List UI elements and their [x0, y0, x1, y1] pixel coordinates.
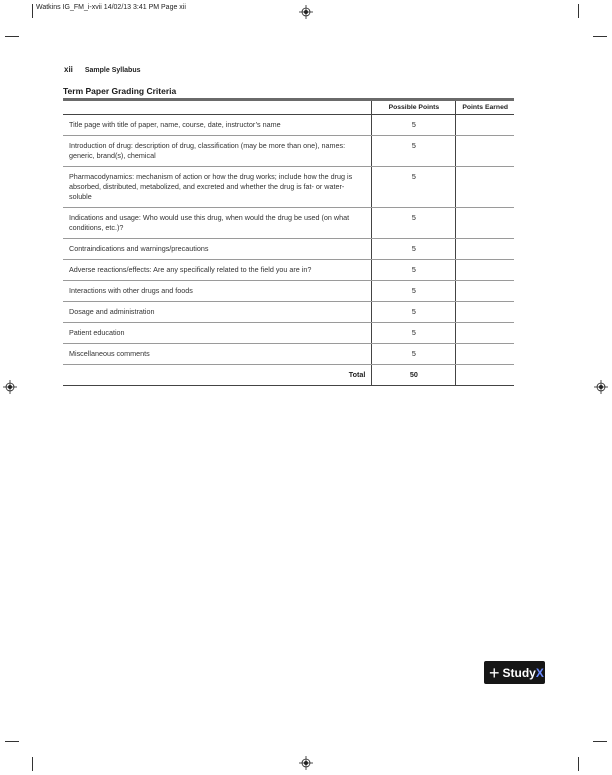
points-earned-cell[interactable] [456, 281, 514, 302]
column-header-possible-points: Possible Points [372, 101, 456, 115]
table-row [63, 167, 514, 208]
possible-points-cell: 5 [372, 115, 456, 136]
possible-points-cell: 5 [372, 323, 456, 344]
section-title: Sample Syllabus [84, 67, 141, 74]
table-row [63, 239, 514, 260]
crop-mark [593, 36, 607, 37]
badge-suffix: X [535, 665, 544, 680]
crop-mark [5, 36, 19, 37]
table-row [63, 208, 514, 239]
crop-mark [593, 741, 607, 742]
possible-points-cell: 5 [372, 167, 456, 208]
plus-icon: + [489, 662, 500, 683]
possible-points-cell: 5 [372, 344, 456, 365]
total-label: Total [63, 365, 372, 386]
table-row [63, 281, 514, 302]
table-row [63, 323, 514, 344]
total-points-earned[interactable] [456, 365, 514, 386]
studyx-badge[interactable] [484, 661, 545, 684]
total-possible-points: 50 [372, 365, 456, 386]
criterion-cell: Interactions with other drugs and foods [63, 281, 372, 302]
slug-bar [32, 4, 33, 18]
possible-points-cell: 5 [372, 260, 456, 281]
criterion-cell: Introduction of drug: description of drug, classification (may be more than one), names: generic, brand(s), chemical [63, 136, 372, 167]
crop-mark [5, 741, 19, 742]
criterion-cell: Dosage and administration [63, 302, 372, 323]
possible-points-cell: 5 [372, 136, 456, 167]
table-header-row [63, 101, 514, 115]
badge-prefix: Study [502, 665, 536, 680]
page-number: xii [64, 65, 73, 74]
points-earned-cell[interactable] [456, 239, 514, 260]
points-earned-cell[interactable] [456, 115, 514, 136]
possible-points-cell: 5 [372, 208, 456, 239]
criterion-cell: Adverse reactions/effects: Are any specifically related to the field you are in? [63, 260, 372, 281]
column-header-points-earned: Points Earned [456, 101, 514, 115]
total-row [63, 365, 514, 386]
criterion-cell: Pharmacodynamics: mechanism of action or how the drug works; include how the drug is absorbed, distributed, metabolized, and excreted and whether the drug is fat- or water-soluble [63, 167, 372, 208]
criterion-cell: Indications and usage: Who would use this drug, when would the drug be used (on what conditions, etc.)? [63, 208, 372, 239]
table-row [63, 302, 514, 323]
registration-mark-icon [3, 380, 17, 394]
possible-points-cell: 5 [372, 302, 456, 323]
table-row [63, 136, 514, 167]
crop-mark [32, 757, 33, 771]
registration-mark-icon [299, 5, 313, 19]
criterion-cell: Title page with title of paper, name, course, date, instructor’s name [63, 115, 372, 136]
points-earned-cell[interactable] [456, 136, 514, 167]
registration-mark-icon [594, 380, 608, 394]
possible-points-cell: 5 [372, 281, 456, 302]
points-earned-cell[interactable] [456, 302, 514, 323]
table-row [63, 260, 514, 281]
possible-points-cell: 5 [372, 239, 456, 260]
print-slug: Watkins IG_FM_i-xvii 14/02/13 3:41 PM Page xii [36, 4, 186, 11]
crop-mark [578, 4, 579, 18]
registration-mark-icon [299, 756, 313, 770]
points-earned-cell[interactable] [456, 323, 514, 344]
grading-criteria-table [63, 101, 514, 386]
running-head [64, 65, 141, 74]
table-title: Term Paper Grading Criteria [63, 86, 177, 96]
criterion-cell: Miscellaneous comments [63, 344, 372, 365]
crop-mark [578, 757, 579, 771]
table-row [63, 344, 514, 365]
points-earned-cell[interactable] [456, 208, 514, 239]
points-earned-cell[interactable] [456, 260, 514, 281]
criterion-cell: Contraindications and warnings/precautions [63, 239, 372, 260]
points-earned-cell[interactable] [456, 167, 514, 208]
criterion-cell: Patient education [63, 323, 372, 344]
table-row [63, 115, 514, 136]
column-header-criterion [63, 101, 372, 115]
points-earned-cell[interactable] [456, 344, 514, 365]
